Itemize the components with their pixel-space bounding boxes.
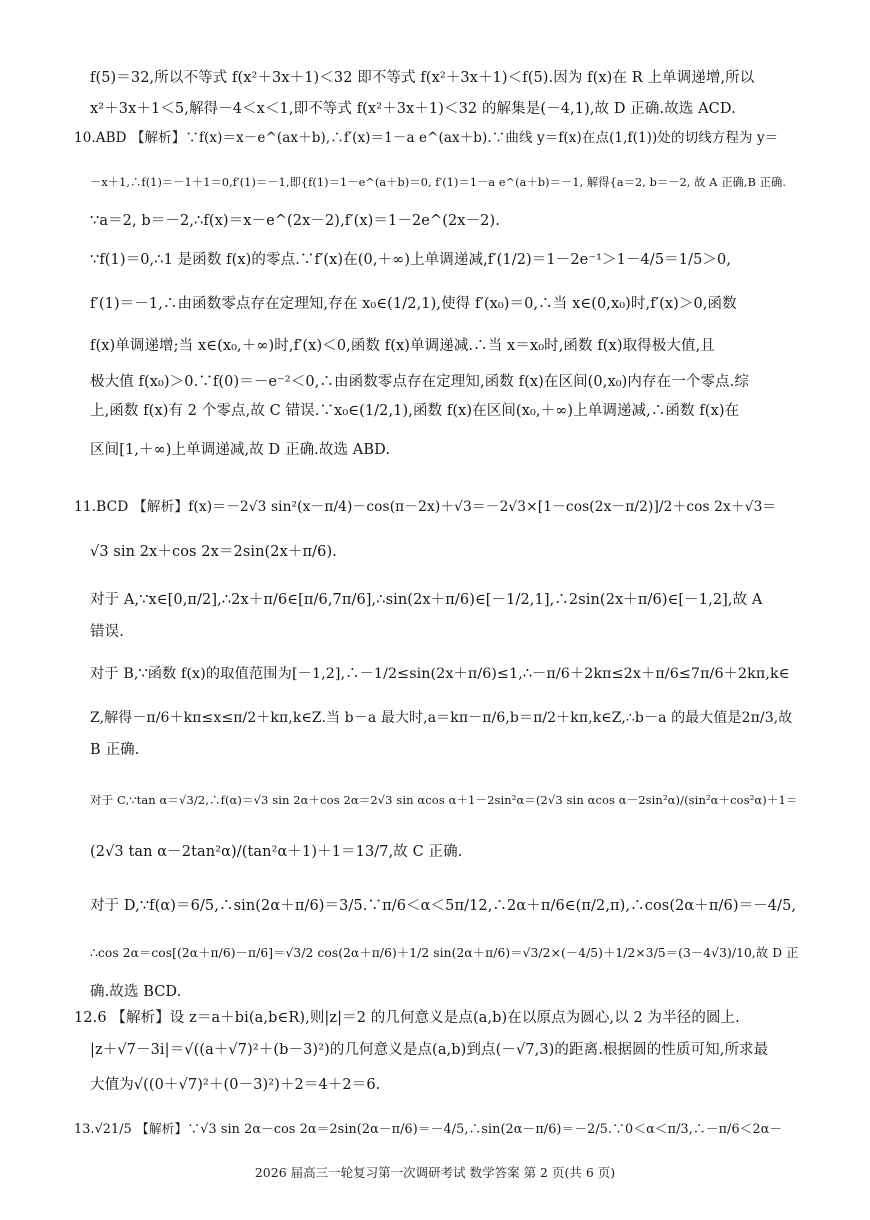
- text-line: 对于 A,∵x∈[0,π/2],∴2x＋π/6∈[π/6,7π/6],∴sin(2x＋π/6)∈[－1/2,1],∴2sin(2x＋π/6)∈[－1,2],故 A: [90, 592, 763, 608]
- text-line: f(x)单调递增;当 x∈(x₀,＋∞)时,f′(x)＜0,函数 f(x)单调递减.∴当 x＝x₀时,函数 f(x)取得极大值,且: [90, 338, 715, 354]
- text-line: 大值为√((0＋√7)²＋(0－3)²)＋2＝4＋2＝6.: [90, 1077, 381, 1093]
- question-10-header: 10.ABD 【解析】∵f(x)＝x－e^(ax＋b),∴f′(x)＝1－a e^(ax＋b).∵曲线 y＝f(x)在点(1,f(1))处的切线方程为 y＝: [74, 130, 779, 146]
- question-12-header: 12.6 【解析】设 z＝a＋bi(a,b∈R),则|z|＝2 的几何意义是点(a,b)在以原点为圆心,以 2 为半径的圆上.: [74, 1010, 740, 1026]
- text-line: ∴cos 2α＝cos[(2α＋π/6)－π/6]＝√3/2 cos(2α＋π/6)＋1/2 sin(2α＋π/6)＝√3/2×(－4/5)＋1/2×3/5＝(3－4√3)/10,故 D 正: [90, 946, 799, 960]
- text-line: ∵f(1)＝0,∴1 是函数 f(x)的零点.∵f′(x)在(0,＋∞)上单调递减,f′(1/2)＝1－2e⁻¹＞1－4/5＝1/5＞0,: [90, 252, 732, 268]
- text-line: －x＋1,∴f(1)＝－1＋1＝0,f′(1)＝－1,即{f(1)＝1－e^(a＋b)＝0, f′(1)＝1－a e^(a＋b)＝－1, 解得{a＝2, b＝－2, 故 A 正确,B 正确.: [90, 176, 786, 189]
- text-line: 错误.: [90, 624, 124, 640]
- text-line: (2√3 tan α－2tan²α)/(tan²α＋1)＋1＝13/7,故 C 正确.: [90, 844, 463, 860]
- text-line: 对于 B,∵函数 f(x)的取值范围为[－1,2],∴－1/2≤sin(2x＋π/6)≤1,∴－π/6＋2kπ≤2x＋π/6≤7π/6＋2kπ,k∈: [90, 666, 790, 682]
- text-line: |z＋√7－3i|＝√((a＋√7)²＋(b－3)²)的几何意义是点(a,b)到点(－√7,3)的距离.根据圆的性质可知,所求最: [90, 1042, 769, 1058]
- text-line: Z,解得－π/6＋kπ≤x≤π/2＋kπ,k∈Z.当 b－a 最大时,a＝kπ－π/6,b＝π/2＋kπ,k∈Z,∴b－a 的最大值是2π/3,故: [90, 710, 793, 726]
- text-line: √3 sin 2x＋cos 2x＝2sin(2x＋π/6).: [90, 544, 337, 560]
- text-line: B 正确.: [90, 742, 140, 758]
- question-11-header: 11.BCD 【解析】f(x)＝－2√3 sin²(x－π/4)－cos(π－2x)＋√3＝－2√3×[1－cos(2x－π/2)]/2＋cos 2x＋√3＝: [74, 499, 777, 515]
- text-line: 上,函数 f(x)有 2 个零点,故 C 错误.∵x₀∈(1/2,1),函数 f(x)在区间(x₀,＋∞)上单调递减,∴函数 f(x)在: [90, 403, 740, 419]
- text-line: 对于 D,∵f(α)＝6/5,∴sin(2α＋π/6)＝3/5.∵π/6＜α＜5π/12,∴2α＋π/6∈(π/2,π),∴cos(2α＋π/6)＝－4/5,: [90, 898, 797, 914]
- text-line: 极大值 f(x₀)＞0.∵f(0)＝－e⁻²＜0,∴由函数零点存在定理知,函数 f(x)在区间(0,x₀)内存在一个零点.综: [90, 374, 749, 390]
- question-13-header: 13.√21/5 【解析】∵√3 sin 2α－cos 2α＝2sin(2α－π/6)＝－4/5,∴sin(2α－π/6)＝－2/5.∵0＜α＜π/3,∴－π/6＜2α－: [74, 1122, 783, 1137]
- text-line: f(5)＝32,所以不等式 f(x²＋3x＋1)＜32 即不等式 f(x²＋3x＋1)＜f(5).因为 f(x)在 R 上单调递增,所以: [90, 70, 755, 86]
- text-line: 确.故选 BCD.: [90, 984, 182, 1000]
- text-line: 区间[1,＋∞)上单调递减,故 D 正确.故选 ABD.: [90, 442, 391, 458]
- text-line: 对于 C,∵tan α＝√3/2,∴f(α)＝√3 sin 2α＋cos 2α＝2√3 sin αcos α＋1－2sin²α＝(2√3 sin αcos α－2sin²α)/(sin²α＋cos²α)＋1＝: [90, 793, 798, 807]
- text-line: f′(1)＝－1,∴由函数零点存在定理知,存在 x₀∈(1/2,1),使得 f′(x₀)＝0,∴当 x∈(0,x₀)时,f′(x)＞0,函数: [90, 296, 737, 312]
- page-footer: 2026 届高三一轮复习第一次调研考试 数学答案 第 2 页(共 6 页): [254, 1165, 616, 1180]
- text-line: ∵a＝2, b＝－2,∴f(x)＝x－e^(2x－2),f′(x)＝1－2e^(2x－2).: [90, 213, 500, 229]
- text-line: x²＋3x＋1＜5,解得－4＜x＜1,即不等式 f(x²＋3x＋1)＜32 的解集是(－4,1),故 D 正确.故选 ACD.: [90, 101, 736, 117]
